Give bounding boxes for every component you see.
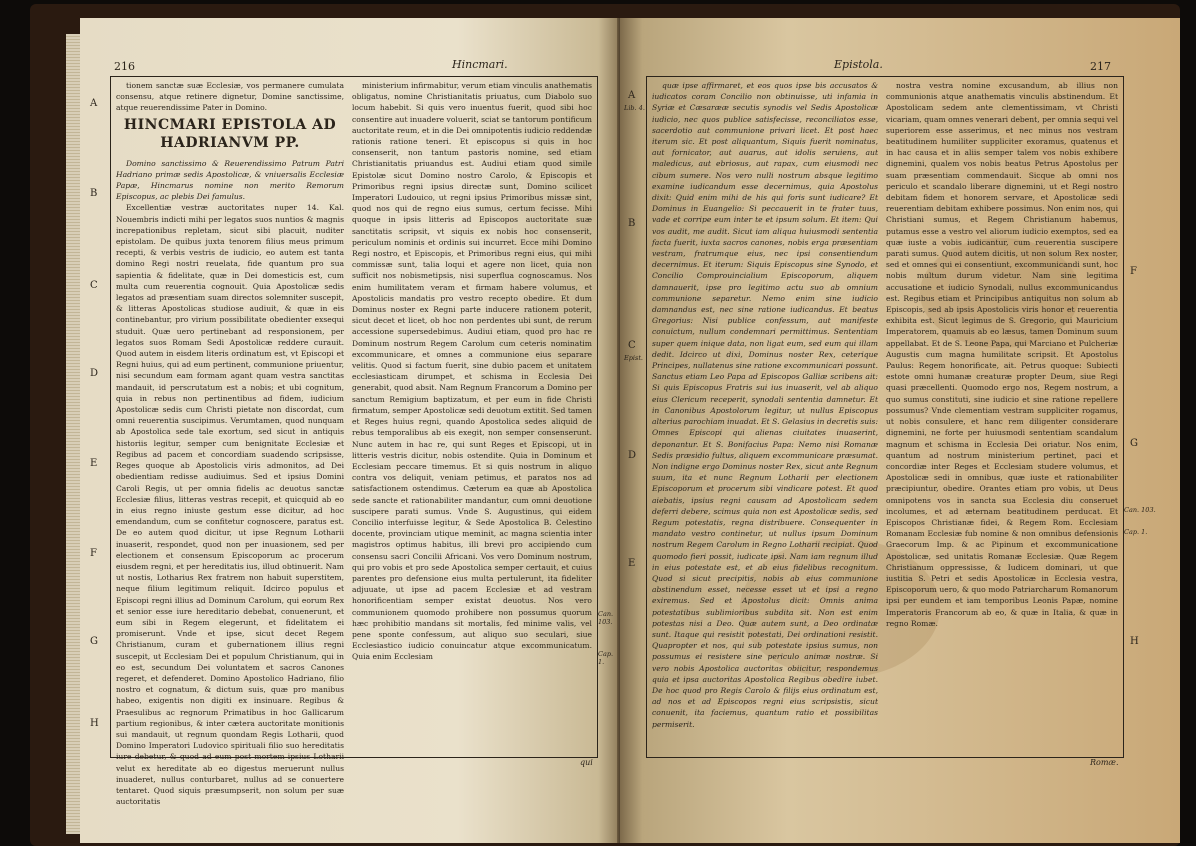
right-running-head: Epistola. [834,58,883,71]
right-margin-note-1: Lib. 4. [624,104,645,112]
right-page [620,18,1180,843]
left-col1-body: Excellentiæ vestræ auctoritates nuper 14. Kal. Nouembris indicti mihi per legatos suos nuntios & magnis increpationibus repletam, sicut sibi placuit, nuditer epistolam. De quibus juxta tenorem filius meus primum recepti, & verbis vestris de iudicio, eo autem est tanta domino Regi nostri reuelata, fide quantum pro sua sapientia & fidelitate, quæ in Dei domesticis est, cum multa cum reuerentia cognouit. Quia Apostolicæ sedis legatos ad præsentiam suam directos solemniter suscepit, & litteras Apostolicas studiose audiuit, & quæ in eis continebantur, pro virium possibilitate obedienter exsequi studuit. Quæ uero pertinebant ad responsionem, per legatos suos Romam Sedi Apostolicæ reddere curauit. Quod autem in eisdem literis ordinatum est, vt Episcopi et Regni huius, qui ad eum pertinent, communione priuentur, nisi secundum eam formam agant quam vestra sanctitas mandauit, id perscrutatum est a nobis; et ubi cognitum, quia in rebus non pertinentibus ad fidem, iudicium Apostolicæ sedis cum Christi pietate non discordat, cum omni reuerentia suscipimus. Verumtamen, quod nunquam ab Apostolica sede tale exortum, sed sicut in antiquis historiis legitur, semper cum benignitate Ecclesiæ et Regibus ad pacem et concordiam suadendo scripsisse, Reges quoque ab Apostolicis viris admonitos, ad Dei obedientiam redisse audiuimus. Sed et ipsius Domini Caroli Regis, ut per omnia fidelis ac deuotus sanctæ Ecclesiæ filius, litteras vestras recepit, et quicquid ab eo in eius regno iniuste gestum esse dicitur, ad hoc emendandum, cum se confitetur cognoscere, paratus est. De eo autem quod dicitur, ut ipse Regnum Lotharii inuaserit, respondet, quod non per inuasionem, sed per electionem et consensum Episcoporum ac procerum eiusdem regni, et per hereditatis ius, illud obtinuerit. Nam ut nostis, Lotharius Rex fratrem non habuit superstitem, neque filium legitimum reliquit. Idcirco populus et Episcopi regni illius ad Dominum Carolum, qui eorum Rex et senior esse iure hereditario debebat, conuenerunt, et eum sibi in Regem elegerunt, et fidelitatem ei promiserunt. Vnde et ipse, sicut decet Regem Christianum, curam et gubernationem illius regni suscepit, ut Ecclesiam Dei et populum Christianum, qui in eo est, secundum Dei voluntatem et sacros Canones regeret, et defenderet. Domino Apostolico Hadriano, filio nostro et cognatum, & dictum suis, quæ pro manibus habeo, exigentis non digiti ex insinuare. Regibus & Praesulibus ac regnorum Primatibus in hoc Gallicarum partium regionibus, & inter cætera auctoritate monitionis sui mandauit, ut regnum quondam Regis Lotharii, quod Domino Imperatori Ludovico spirituali filio suo hereditatis iure debetur, & quod ad eum post mortem ipsius Lotharii velut ex hereditate ab eo digestus meruerunt nullus inuaderet, nullus conturbaret, nullus ad se conuertere tentaret. Quod siquis præsumpserit, non solum per suæ auctoritatis [116,203,344,807]
margin-letter-a: A [90,98,98,109]
right-margin-letter-a: A [628,90,636,101]
margin-letter-f: F [90,548,97,559]
margin-letter-h: H [90,718,99,729]
right-col2-body: nostra vestra nomine excusandum, ab illius non communionis atque anathematis vinculis abstinendum. Et Apostolicam sedem ante clementissimam, vt Christi vicariam, quam omnes venerari debent, per omnia sequi vel superiorem esse asserimus, et nec minus nos vestram beatitudinem humiliter suppliciter exoramus, quatenus et in hac causa et in aliis semper talem vos nobis exhibere dignemini, qualem vos nobis beatus Petrus Apostolus per suam præsentiam commendauit. Sicque ab omni nos periculo et scandalo liberare dignemini, ut et Regi nostro debitam fidem et honorem servare, et Apostolicæ sedi reuerentiam debitam exhibere possimus. Non enim nos, qui Christiani sumus, et Regem Christianum habemus, putamus esse a vestro vel aliorum iudicio exemptos, sed ea quæ iuste a vobis iudicantur, cum reuerentia suscipere parati sumus. Quod autem dicitis, ut non solum Rex noster, sed et omnes qui ei consentiunt, excommunicandi sunt, hoc nobis multum durum videtur. Nam sine legitima accusatione et iudicio Synodali, nullus excommunicandus est. Regibus etiam et Principibus antiquitus non solum ab Episcopis, sed ab ipsis Apostolicis viris honor et reuerentia exhibita est. Sicut legimus de S. Gregorio, qui Mauricium Imperatorem, quamuis ab eo læsus, tamen Dominum suum appellabat. Et de S. Leone Papa, qui Marciano et Pulcheriæ Augustis cum magna humilitate scripsit. Et Apostolus Paulus: Regem honorificate, ait. Petrus quoque: Subiecti estote omni humanæ creaturæ propter Deum, siue Regi quasi præcellenti. Quomodo ergo nos, Regem nostrum, a quo sumus constituti, sine iudicio et sine ratione repellere possumus? Vnde clementiam vestram suppliciter rogamus, ut nobis consulere, et hanc rem diligenter considerare dignemini, ne forte per huiusmodi sententiam scandalum magnum et schisma in Ecclesia Dei oriatur. Nos enim, quantum ad nostrum ministerium pertinet, paci et concordiæ inter Reges et Ecclesiam studere volumus, et Apostolicæ sedi in omnibus, quæ iuste et rationabiliter præcipiuntur, obedire. Orantes etiam pro vobis, ut Deus omnipotens vos in sancta sua Ecclesia diu conseruet incolumes, et ad æternam beatitudinem perducat. Et Episcopos Christianæ fidei, & Regem Rom. Ecclesiam Romanam Ecclesiæ fub nomine & non omnibus defensionis Graecorum Imp. & ac Pipinum et excommunicatione Apostolicæ, sed unitatis Romanæ Ecclesiæ. Quæ Regem Christianum oppressisse, & Iudicem dominari, ut que iustitia S. Petri et sedis Apostolicæ in Ecclesia vestra, Episcoporum uero, & quo modo Patriarcharum Romanorum ipsi per eundem et iam temporibus Leonis Papæ, nomine Imperatoris Francorum ab eo, & quæ in Italia, & quæ in regno Romæ. [886,81,1118,628]
margin-note-cap: Cap. 1. [598,650,614,666]
right-column-1 [652,80,878,752]
right-margin-letter-g: G [1130,438,1138,449]
margin-letter-g: G [90,636,98,647]
right-margin-letter-d: D [628,450,637,461]
right-col1-body: quæ ipse affirmaret, et eos quos ipse bis accusatos & iudicatos coram Concilio non obtinuisse, uti infamia in Syriæ et Cæsarææ secutis synodis vel Sedis Apostolicæ iudicio, nec quos publice satisfecisse, reconciliatos esse, sacerdotio aut communione privari licet. Et post haec iterum sic. Et post aliquantum, Siquis fuerit nominatus, aut fornicator, aut auarus, aut idolis seruiens, aut maledicus, aut ebriosus, aut rapax, cum eiusmodi nec cibum sumere. Nos vero nulli nostrum absque legitimo examine iudicandum esse decernimus, quia Apostolus dixit: Quid enim mihi de his qui foris sunt iudicare? Et Dominus in Euangelio: Si peccauerit in te frater tuus, vade et corripe eum inter te et ipsum solum. Et item: Qui vos audit, me audit. Sicut iam aliqua huiusmodi sententia facta fuerit, iuxta sacros canones, nobis erga præsentiam vestram, fratrumque eius, nec ipsi consentiendum decernimus. Et iterum: Siquis Episcopus sine Synodo, et Concilio Comprouincialium Episcoporum, aliquem damnauerit, ipse pro legitimo actu suo ab omnium communione separetur. Nemo enim sine iudicio damnandus est, nec sine ratione iudicandus. Et beatus Gregorius: Nisi publice confessum, aut manifeste conuictum, nullum condemnari permittimus. Sententiam super quem inique data, non ligat eum, sed eum qui illam dedit. Idcirco ut dixi, Dominus noster Rex, ceterique Principes, nullatenus sine ratione excommunicari possunt. Sanctus etiam Leo Papa ad Episcopos Galliæ scribens ait: Si quis Episcopus Fratris sui ius inuaserit, vel ab aliquo eius Clericum receperit, synodali sententia damnetur. Et in Canonibus Apostolorum legitur, ut nullus Episcopus alterius parochiam inuadat. Et S. Gelasius in decretis suis: Omnes Episcopi qui alienas ciuitates inuaserint, deponantur. Et S. Bonifacius Papa: Nemo nisi Romanæ Sedis præsidio fultus, aliquem excommunicare præsumat. Non indigne ergo Dominus noster Rex, sicut ante Regnum suum, ita et nunc Regnum Lotharii per electionem Episcoporum et procerum sibi vindicare potest. Et quod aiebatis, ipsius regni causam ad Apostolicam sedem deferri debere, scimus quia non est Apostolicæ sedis, sed Regum potestatis, regna distribuere. Consequenter in mandato vestro continetur, ut nullus ipsum Dominum nostrum Regem Carolum in Regno Lotharii recipiat. Quod quomodo fieri possit, iudicate ipsi. Nam iam regnum illud in eius potestate est, et ab eius fidelibus recognitum. Quod si sicut precipitis, nobis ab eius communione abstinendum esset, necesse esset ut et ipsi a regno exiremus. Sed et Apostolus dicit: Omnis anima potestatibus sublimioribus subdita sit. Non est enim potestas nisi a Deo. Quæ autem sunt, a Deo ordinatæ sunt. Itaque qui resistit potestati, Dei ordinationi resistit. Quapropter et nos, qui sub potestate ipsius sumus, non possumus ei resistere sine periculo animæ nostræ. Si vero nobis Apostolica auctoritas obiicitur, respondemus quia et ipsa auctoritas Apostolica Regibus obedire iubet. De hoc quod pro Regis Carolo & filijs eius ordinatum est, ad nos et ad Episcopos regni eius scripsistis, sicut conuenit, ita faciemus, quantum ratio et possibilitas permiserit. [652,81,878,729]
right-catchword: Romæ. [1090,758,1119,767]
letter-title: HINCMARI EPISTOLA AD HADRIANVM PP. [123,116,337,151]
right-page-number: 217 [1090,60,1111,73]
left-column-1 [116,80,344,807]
right-margin-note-3: Can. 103. [1124,506,1156,514]
right-margin-letter-c: C [628,340,636,351]
right-margin-letter-h: H [1130,636,1139,647]
left-page [80,18,620,843]
right-margin-letter-e: E [628,558,636,569]
margin-letter-d: D [90,368,99,379]
margin-note-can: Can. 103. [598,610,614,626]
left-catchword: qui [580,758,593,767]
right-margin-letter-b: B [628,218,636,229]
left-col1-intro: tionem sanctæ suæ Ecclesiæ, vos permanere cumulata consensu, atque retinere dignetur, Domine sanctissime, atque reuerendissime Pater in Domino. [116,81,344,113]
margin-letter-e: E [90,458,98,469]
letter-salutation: Domino sanctissimo & Reuerendissimo Patrum Patri Hadriano primæ sedis Apostolicæ, & vniuersalis Ecclesiæ Papæ, Hincmarus nomine non merito Remorum Episcopus, ac plebis Dei famulus. [116,158,344,202]
left-running-head: Hincmari. [452,58,508,71]
open-book [30,4,1180,846]
right-margin-note-2: Epist. [624,354,643,362]
left-column-2 [352,80,592,752]
right-margin-note-4: Cap. 1. [1124,528,1148,536]
left-page-number: 216 [114,60,135,73]
margin-letter-b: B [90,188,98,199]
margin-letter-c: C [90,280,98,291]
left-col2-body: ministerium infirmabitur, verum etiam vinculis anathematis obligatus, nomine Christianitatis priuatus, cum Diabolo suo locum habebit. Si quis vero inuentus fuerit, quod sibi hoc consentire aut inuadere voluerit, sciat se tantorum pontificum auctoritate reum, et in die Dei omnipotentis iudicio reddendæ rationis ratione teneri. Et episcopus si quis in hoc consenserit, non tantum pastoris nomine, sed etiam Christianitatis priuandus est. Audiui etiam quod simile Epistolæ sicut Domino nostro Carolo, & Episcopis et Primoribus regni ipsius directæ sunt, Domino scilicet Imperatori Ludouico, ut regni ipsius Primoribus missæ sint, quod nos qui de regno eius sumus, certum fecisse. Mihi quoque in ipsis litteris ad Episcopos auctoritate suæ sanctitatis scripsit, vt siquis ex nobis hoc consenserit, periculum nominis et ordinis sui incurret. Ecce mihi Domino Regi nostro, et Episcopis, et Primoribus regni eius, qui mihi commissæ sunt, talia loqui et agere non licet, quia non sufficit nos nobismetipsis, nisi superflua cognoscamus. Nos enim humilitatem veram et firmam habere volumus, et Apostolicis mandatis pro vestro recepto obedire. Et dum Dominus noster ex Regni parte inducere rationem poterit, sicut decet et licet, ob hoc non perdentes ubi sunt, de rerum accessione supersedebimus. Audiui etiam, quod pro hac re Dominum nostrum Regem Carolum cum ceteris nominatim excommunicare, et omnes a communione eius separare velitis. Quod si factum fuerit, sine dubio pacem et unitatem ecclesiasticam dirumpet, et schisma in Ecclesia Dei generabit, quod absit. Nam Regnum Francorum a Domino per sanctum Remigium baptizatum, et per eum in fide Christi firmatum, semper Apostolicæ sedi deuotum extitit. Sed tamen et Reges huius regni, quando Apostolica sedes aliquid de rebus temporalibus ab eis exegit, non semper consenserunt. Nunc autem in hac re, qui sunt Reges et Episcopi, ut in litteris vestris dicitur, nobis ostendite. Quia in Dominum et Ecclesiam peccare timemus. Et si quis nostrum in aliquo contra vos deliquit, veniam petimus, et paratos nos ad satisfactionem ostendimus. Cæterum ea quæ ab Apostolica sede sancte et rationabiliter mandantur, cum omni deuotione suscipere parati sumus. Vnde S. Augustinus, qui eidem Concilio interfuisse legitur, & Sede Apostolica B. Celestino docente, provinciam utique meminit, ac magna scientia inter magistros optimus habitus, illi brevi pro accipiendo cum consensu sacri Concilii Africani. Vos vero Dominum nostrum, qui pro vobis et pro sede Apostolica semper certauit, et cuius parentes pro defensione eius multa pertulerunt, ita fideliter adjuuate, ut ipse ad pacem Ecclesiæ et ad vestram honorificentiam semper existat deuotus. Nos vero communionem quomodo prohibere non possumus quorum hæc prohibitio mandans sit mortalis, fed minime valis, vel pene sponte confessum, aut aliquo suo seculari, siue Ecclesiastico iudicio conuincatur atque excommunicatum. Quia enim Ecclesiam [352,81,592,662]
right-column-2 [886,80,1118,752]
right-margin-letter-f: F [1130,266,1137,277]
